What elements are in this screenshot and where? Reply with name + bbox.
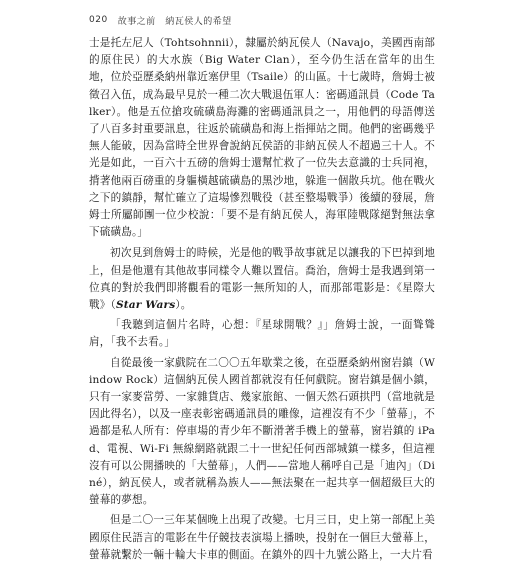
running-title: 故事之前 納瓦侯人的希望 (117, 16, 232, 27)
paragraph: 自從最後一家戲院在二〇〇五年歇業之後，在亞歷桑納州窗岩鎮（Window Rock）這個納瓦侯人國首都就沒有任何戲院。窗岩鎮是個小鎮，只有一家麥當勞、一家雜貨店、幾家旅館、一個天然石頭拱門（當地就是因此得名），以及一座表彰密碼通訊員的雕像，這裡沒有不少「螢幕」，不過都是私人所有：停車場的青少年不斷滑著手機上的螢幕，窗岩鎮的 iPad、電視、Wi-Fi 無線網路就跟二十一世紀任何西部城鎮一樣多，但這裡沒有可以公開播映的「大螢幕」，人們——當地人稱呼自己是「迪內」（Diné），納瓦侯人，或者就稱為族人——無法聚在一起共享一個超級巨大的螢幕的夢想。 (89, 356, 435, 507)
body-text (89, 35, 435, 564)
paragraph: 士是托左尼人（Tohtsohnnii），隸屬於納瓦侯人（Navajo，美國西南部的原住民）的大水族（Big Water Clan），至今仍生活在當年的出生地，位於亞歷桑納州靠近塞伊里（Tsaile）的山區。十七歲時，詹姆士被徵召入伍，成為最早見於一種二次大戰退伍軍人：密碼通訊員（Code Talker）。他是五位搶攻硫磺島海灘的密碼通訊員之一，用他們的母語傳送了八百多封重要訊息，往返於硫磺島和海上指揮站之間。他們的密碼幾乎無人能破，因為當時全世界會說納瓦侯語的非納瓦侯人不超過三十人。不光是如此，一百六十五磅的詹姆士還幫忙救了一位失去意識的士兵同袍，揹著他兩百磅重的身軀橫越硫磺島的黑沙地，躲進一個散兵坑。他在戰火之下的鎮靜，幫忙確立了這場慘烈戰役（甚至整場戰爭）後續的發展，詹姆士所屬師團一位少校說：「要不是有納瓦侯人，海軍陸戰隊絕對無法拿下硫磺島。」 (89, 37, 435, 239)
paragraph: 「我聽到這個片名時，心想：『星球開戰？』」詹姆士說，一面聳聳肩，「我不去看。」 (89, 319, 435, 349)
running-header (89, 13, 429, 27)
paragraph: 但是二〇一三年某個晚上出現了改變。七月三日，史上第一部配上美國原住民語言的電影在牛仔競技表演場上播映，投射在一個巨大螢幕上，螢幕就繫於一輛十輪大卡車的側面。在鎮外的四十九號公路上，一大片看 (89, 514, 435, 561)
paragraph: 初次見到詹姆士的時候，光是他的戰爭故事就足以讓我的下巴掉到地上，但是他還有其他故事同樣令人難以置信。喬治，詹姆士是我遇到第一位真的對於我們即將觀看的電影一無所知的人，而那部電影是：《星際大戰》（Star Wars）。 (89, 247, 435, 312)
page-number: 020 (89, 15, 108, 25)
film-title-emphasis: Star Wars (115, 299, 176, 312)
